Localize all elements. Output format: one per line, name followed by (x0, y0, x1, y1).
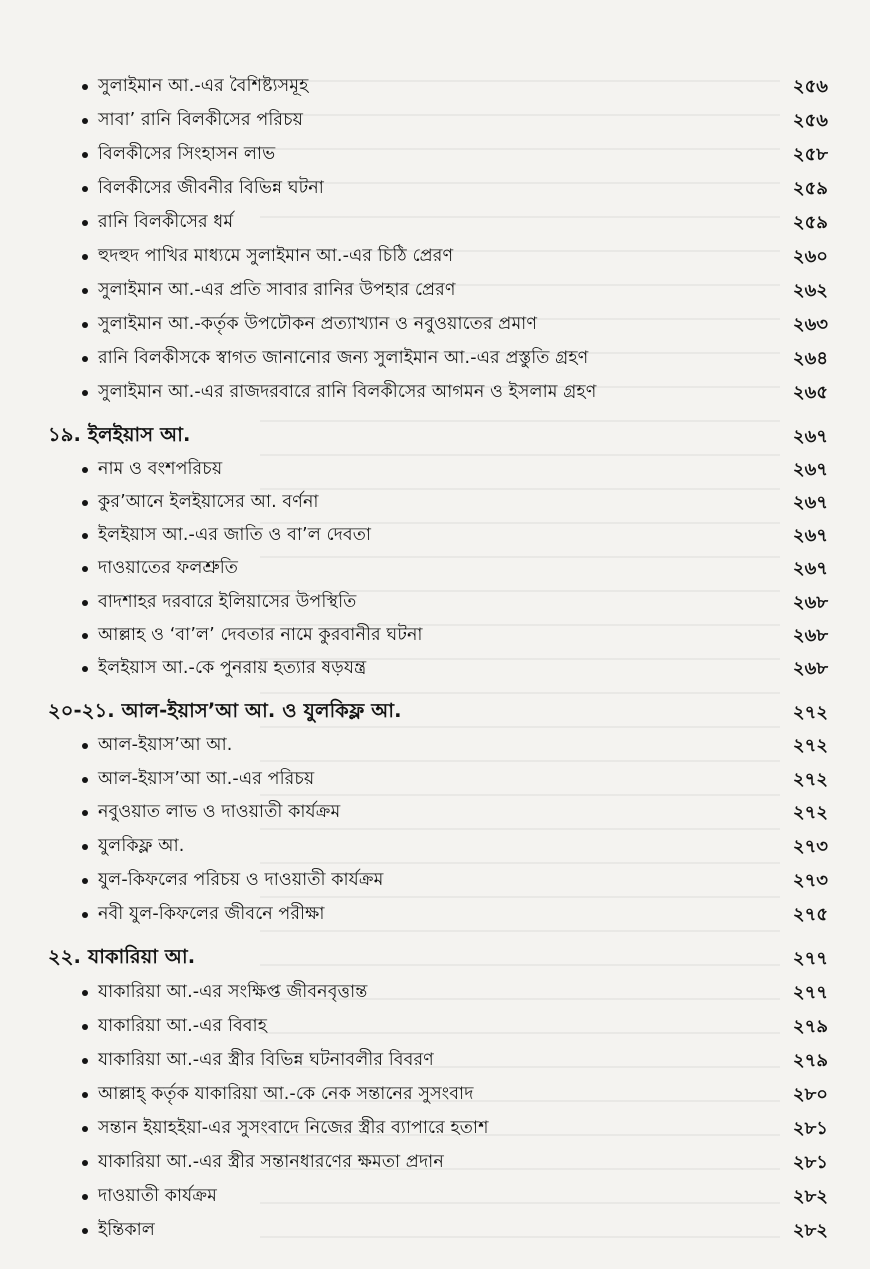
toc-entry-title: সাবা’ রানি বিলকীসের পরিচয় (98, 109, 304, 130)
page-number: ২৬৭ (792, 524, 828, 546)
bullet-icon (82, 633, 88, 639)
toc-entry-row (48, 898, 828, 932)
toc-label-wrap (48, 901, 325, 930)
toc-entry-title: হুদহুদ পাখির মাধ্যমে সুলাইমান আ.-এর চিঠি প্রেরণ (98, 245, 454, 266)
toc-entry-row (48, 619, 828, 653)
bullet-icon (82, 990, 88, 996)
toc-entry-title: আল-ইয়াস’আ আ.-এর পরিচয় (98, 768, 315, 789)
bullet-icon (82, 356, 88, 362)
toc-entry-row (48, 342, 828, 376)
toc-entry-row (48, 1112, 828, 1146)
toc-chapter-row (48, 696, 828, 730)
bullet-icon (82, 1126, 88, 1132)
bullet-icon (82, 1058, 88, 1064)
toc-entry-title: নবুওয়াত লাভ ও দাওয়াতী কার্যক্রম (98, 801, 341, 822)
toc-entry-title: যাকারিয়া আ.-এর সংক্ষিপ্ত জীবনবৃত্তান্ত (98, 981, 368, 1002)
bullet-icon (82, 878, 88, 884)
page-number: ২৭২ (792, 801, 828, 823)
page-number: ২৫৯ (792, 211, 828, 233)
toc-entry-row (48, 453, 828, 487)
toc-label-wrap (48, 209, 233, 238)
chapter-title: ২২. যাকারিয়া আ. (48, 945, 196, 968)
toc-entry-row (48, 1214, 828, 1248)
toc-entry-row (48, 172, 828, 206)
toc-entry-title: নবী যুল-কিফলের জীবনে পরীক্ষা (98, 903, 325, 924)
page-number: ২৭৯ (792, 1049, 828, 1071)
page-number: ২৫৮ (792, 143, 828, 165)
bullet-icon (82, 666, 88, 672)
toc-entry-title: রানি বিলকীসের ধর্ম (98, 211, 234, 232)
bullet-icon (82, 1228, 88, 1234)
bullet-icon (82, 500, 88, 506)
bullet-icon (82, 152, 88, 158)
toc-label-wrap (48, 655, 366, 684)
bullet-icon (82, 743, 88, 749)
bullet-icon (82, 254, 88, 260)
toc-entry-title: যুল-কিফলের পরিচয় ও দাওয়াতী কার্যক্রম (98, 869, 384, 890)
page-number: ২৬৭ (792, 425, 828, 447)
chapter-title: ১৯. ইলইয়াস আ. (48, 423, 191, 446)
page-number: ২৬৮ (792, 591, 828, 613)
toc-entry-row (48, 830, 828, 864)
toc-entry-row (48, 729, 828, 763)
toc-label-wrap (48, 833, 184, 862)
toc-label-wrap (48, 421, 191, 453)
page-number: ২৬৭ (792, 458, 828, 480)
toc-label-wrap (48, 589, 356, 618)
toc-entry-title: বিলকীসের সিংহাসন লাভ (98, 143, 276, 164)
bullet-icon (82, 186, 88, 192)
toc-label-wrap (48, 107, 303, 136)
toc-label-wrap (48, 867, 383, 896)
toc-entry-row (48, 586, 828, 620)
bullet-icon (82, 533, 88, 539)
toc-chapter-row (48, 942, 828, 976)
toc-entry-title: সন্তান ইয়াহইয়া-এর সুসংবাদে নিজের স্ত্রীর ব্যাপারে হতাশ (98, 1117, 489, 1138)
bullet-icon (82, 810, 88, 816)
bullet-icon (82, 844, 88, 850)
toc-label-wrap (48, 799, 340, 828)
toc-entry-title: যাকারিয়া আ.-এর স্ত্রীর বিভিন্ন ঘটনাবলীর বিবরণ (98, 1049, 434, 1070)
toc-label-wrap (48, 345, 588, 374)
toc-label-wrap (48, 73, 308, 102)
toc-entry-title: বাদশাহর দরবারে ইলিয়াসের উপস্থিতি (98, 591, 357, 612)
toc-entry-row (48, 308, 828, 342)
page-number: ২৭২ (792, 734, 828, 756)
toc-entry-title: ইন্তিকাল (98, 1219, 155, 1240)
toc-label-wrap (48, 175, 324, 204)
bullet-icon (82, 220, 88, 226)
page-number: ২৮২ (792, 1185, 828, 1207)
toc-entry-row (48, 1010, 828, 1044)
page-number: ২৭৩ (792, 835, 828, 857)
toc-entry-row (48, 552, 828, 586)
toc-label-wrap (48, 311, 537, 340)
toc-label-wrap (48, 1115, 489, 1144)
toc-entry-row (48, 1044, 828, 1078)
bullet-icon (82, 390, 88, 396)
toc-entry-title: সুলাইমান আ.-এর রাজদরবারে রানি বিলকীসের আগমন ও ইসলাম গ্রহণ (98, 381, 597, 402)
toc-label-wrap (48, 1047, 434, 1076)
toc-entry-title: আল-ইয়াস’আ আ. (98, 734, 233, 755)
toc-entry-title: যাকারিয়া আ.-এর বিবাহ (98, 1015, 267, 1036)
toc-entry-row (48, 796, 828, 830)
toc-entry-row (48, 519, 828, 553)
toc-entry-title: দাওয়াতের ফলশ্রুতি (98, 557, 239, 578)
toc-entry-title: আল্লাহ্ কর্তৃক যাকারিয়া আ.-কে নেক সন্তানের সুসংবাদ (98, 1083, 474, 1104)
bullet-icon (82, 1194, 88, 1200)
bullet-icon (82, 84, 88, 90)
toc-label-wrap (48, 697, 402, 729)
toc-label-wrap (48, 277, 456, 306)
bullet-icon (82, 1024, 88, 1030)
page-number: ২৬৭ (792, 557, 828, 579)
toc-entry-row (48, 138, 828, 172)
page-number: ২৭৩ (792, 869, 828, 891)
toc-entry-title: সুলাইমান আ.-এর প্রতি সাবার রানির উপহার প্রেরণ (98, 279, 456, 300)
page-number: ২৫৬ (792, 75, 828, 97)
chapter-title: ২০-২১. আল-ইয়াস’আ আ. ও যুলকিফ্ল আ. (48, 699, 402, 722)
toc-label-wrap (48, 522, 371, 551)
toc-entry-title: ইলইয়াস আ.-কে পুনরায় হত্যার ষড়যন্ত্র (98, 657, 367, 678)
toc-label-wrap (48, 979, 367, 1008)
toc-label-wrap (48, 1081, 474, 1110)
page-number: ২৮২ (792, 1219, 828, 1241)
page-number: ২৬৮ (792, 624, 828, 646)
toc-label-wrap (48, 943, 195, 975)
toc-label-wrap (48, 379, 596, 408)
toc-entry-row (48, 486, 828, 520)
toc-entry-title: ইলইয়াস আ.-এর জাতি ও বা’ল দেবতা (98, 524, 372, 545)
page-number: ২৬০ (792, 245, 828, 267)
page-number: ২৭৯ (792, 1015, 828, 1037)
bullet-icon (82, 566, 88, 572)
bullet-icon (82, 777, 88, 783)
page-number: ২৫৯ (792, 177, 828, 199)
bullet-icon (82, 1092, 88, 1098)
toc-label-wrap (48, 1013, 267, 1042)
page-number: ২৭৭ (792, 981, 828, 1003)
toc-entry-title: যুলকিফ্ল আ. (98, 835, 185, 856)
toc-label-wrap (48, 1149, 444, 1178)
toc-label-wrap (48, 1217, 155, 1246)
toc-label-wrap (48, 243, 453, 272)
page-number: ২৮১ (792, 1117, 828, 1139)
toc-entry-row (48, 1180, 828, 1214)
toc-entry-title: বিলকীসের জীবনীর বিভিন্ন ঘটনা (98, 177, 324, 198)
page-number: ২৭২ (792, 701, 828, 723)
page-number: ২৬৫ (792, 381, 828, 403)
page-number: ২৬৭ (792, 491, 828, 513)
toc-entry-title: সুলাইমান আ.-এর বৈশিষ্ট্যসমূহ (98, 75, 309, 96)
toc-label-wrap (48, 1183, 217, 1212)
toc-entry-row (48, 274, 828, 308)
page-number: ২৫৬ (792, 109, 828, 131)
bullet-icon (82, 1160, 88, 1166)
page-number: ২৬৪ (792, 347, 828, 369)
toc-entry-title: নাম ও বংশপরিচয় (98, 458, 223, 479)
bullet-icon (82, 118, 88, 124)
bullet-icon (82, 288, 88, 294)
toc-entry-row (48, 240, 828, 274)
page-number: ২৮১ (792, 1151, 828, 1173)
bullet-icon (82, 467, 88, 473)
toc-entry-row (48, 104, 828, 138)
toc-entry-title: আল্লাহ ও ‘বা’ল’ দেবতার নামে কুরবানীর ঘটনা (98, 624, 423, 645)
toc-entry-row (48, 70, 828, 104)
toc-entry-row (48, 652, 828, 686)
toc-chapter-row (48, 420, 828, 454)
toc-entry-title: যাকারিয়া আ.-এর স্ত্রীর সন্তানধারণের ক্ষমতা প্রদান (98, 1151, 444, 1172)
toc-label-wrap (48, 489, 319, 518)
toc-entry-title: কুর’আনে ইলইয়াসের আ. বর্ণনা (98, 491, 319, 512)
bullet-icon (82, 600, 88, 606)
page-number: ২৬৩ (792, 313, 828, 335)
bullet-icon (82, 322, 88, 328)
bullet-icon (82, 912, 88, 918)
toc-label-wrap (48, 622, 423, 651)
toc-entry-title: দাওয়াতী কার্যক্রম (98, 1185, 217, 1206)
toc-entry-row (48, 976, 828, 1010)
toc-entry-row (48, 376, 828, 410)
toc-entry-row (48, 1146, 828, 1180)
toc-label-wrap (48, 456, 222, 485)
page-number: ২৭২ (792, 768, 828, 790)
toc-entry-row (48, 1078, 828, 1112)
page-number: ২৭৭ (792, 947, 828, 969)
toc-entry-title: রানি বিলকীসকে স্বাগত জানানোর জন্য সুলাইমান আ.-এর প্রস্তুতি গ্রহণ (98, 347, 589, 368)
toc-label-wrap (48, 141, 275, 170)
toc-label-wrap (48, 732, 232, 761)
page-number: ২৭৫ (792, 903, 828, 925)
toc-entry-title: সুলাইমান আ.-কর্তৃক উপঢৌকন প্রত্যাখ্যান ও নবুওয়াতের প্রমাণ (98, 313, 538, 334)
toc-label-wrap (48, 555, 238, 584)
page-number: ২৬৮ (792, 657, 828, 679)
toc-label-wrap (48, 766, 314, 795)
page-number: ২৬২ (792, 279, 828, 301)
page-number: ২৮০ (792, 1083, 828, 1105)
toc-entry-row (48, 864, 828, 898)
toc-entry-row (48, 763, 828, 797)
toc-entry-row (48, 206, 828, 240)
